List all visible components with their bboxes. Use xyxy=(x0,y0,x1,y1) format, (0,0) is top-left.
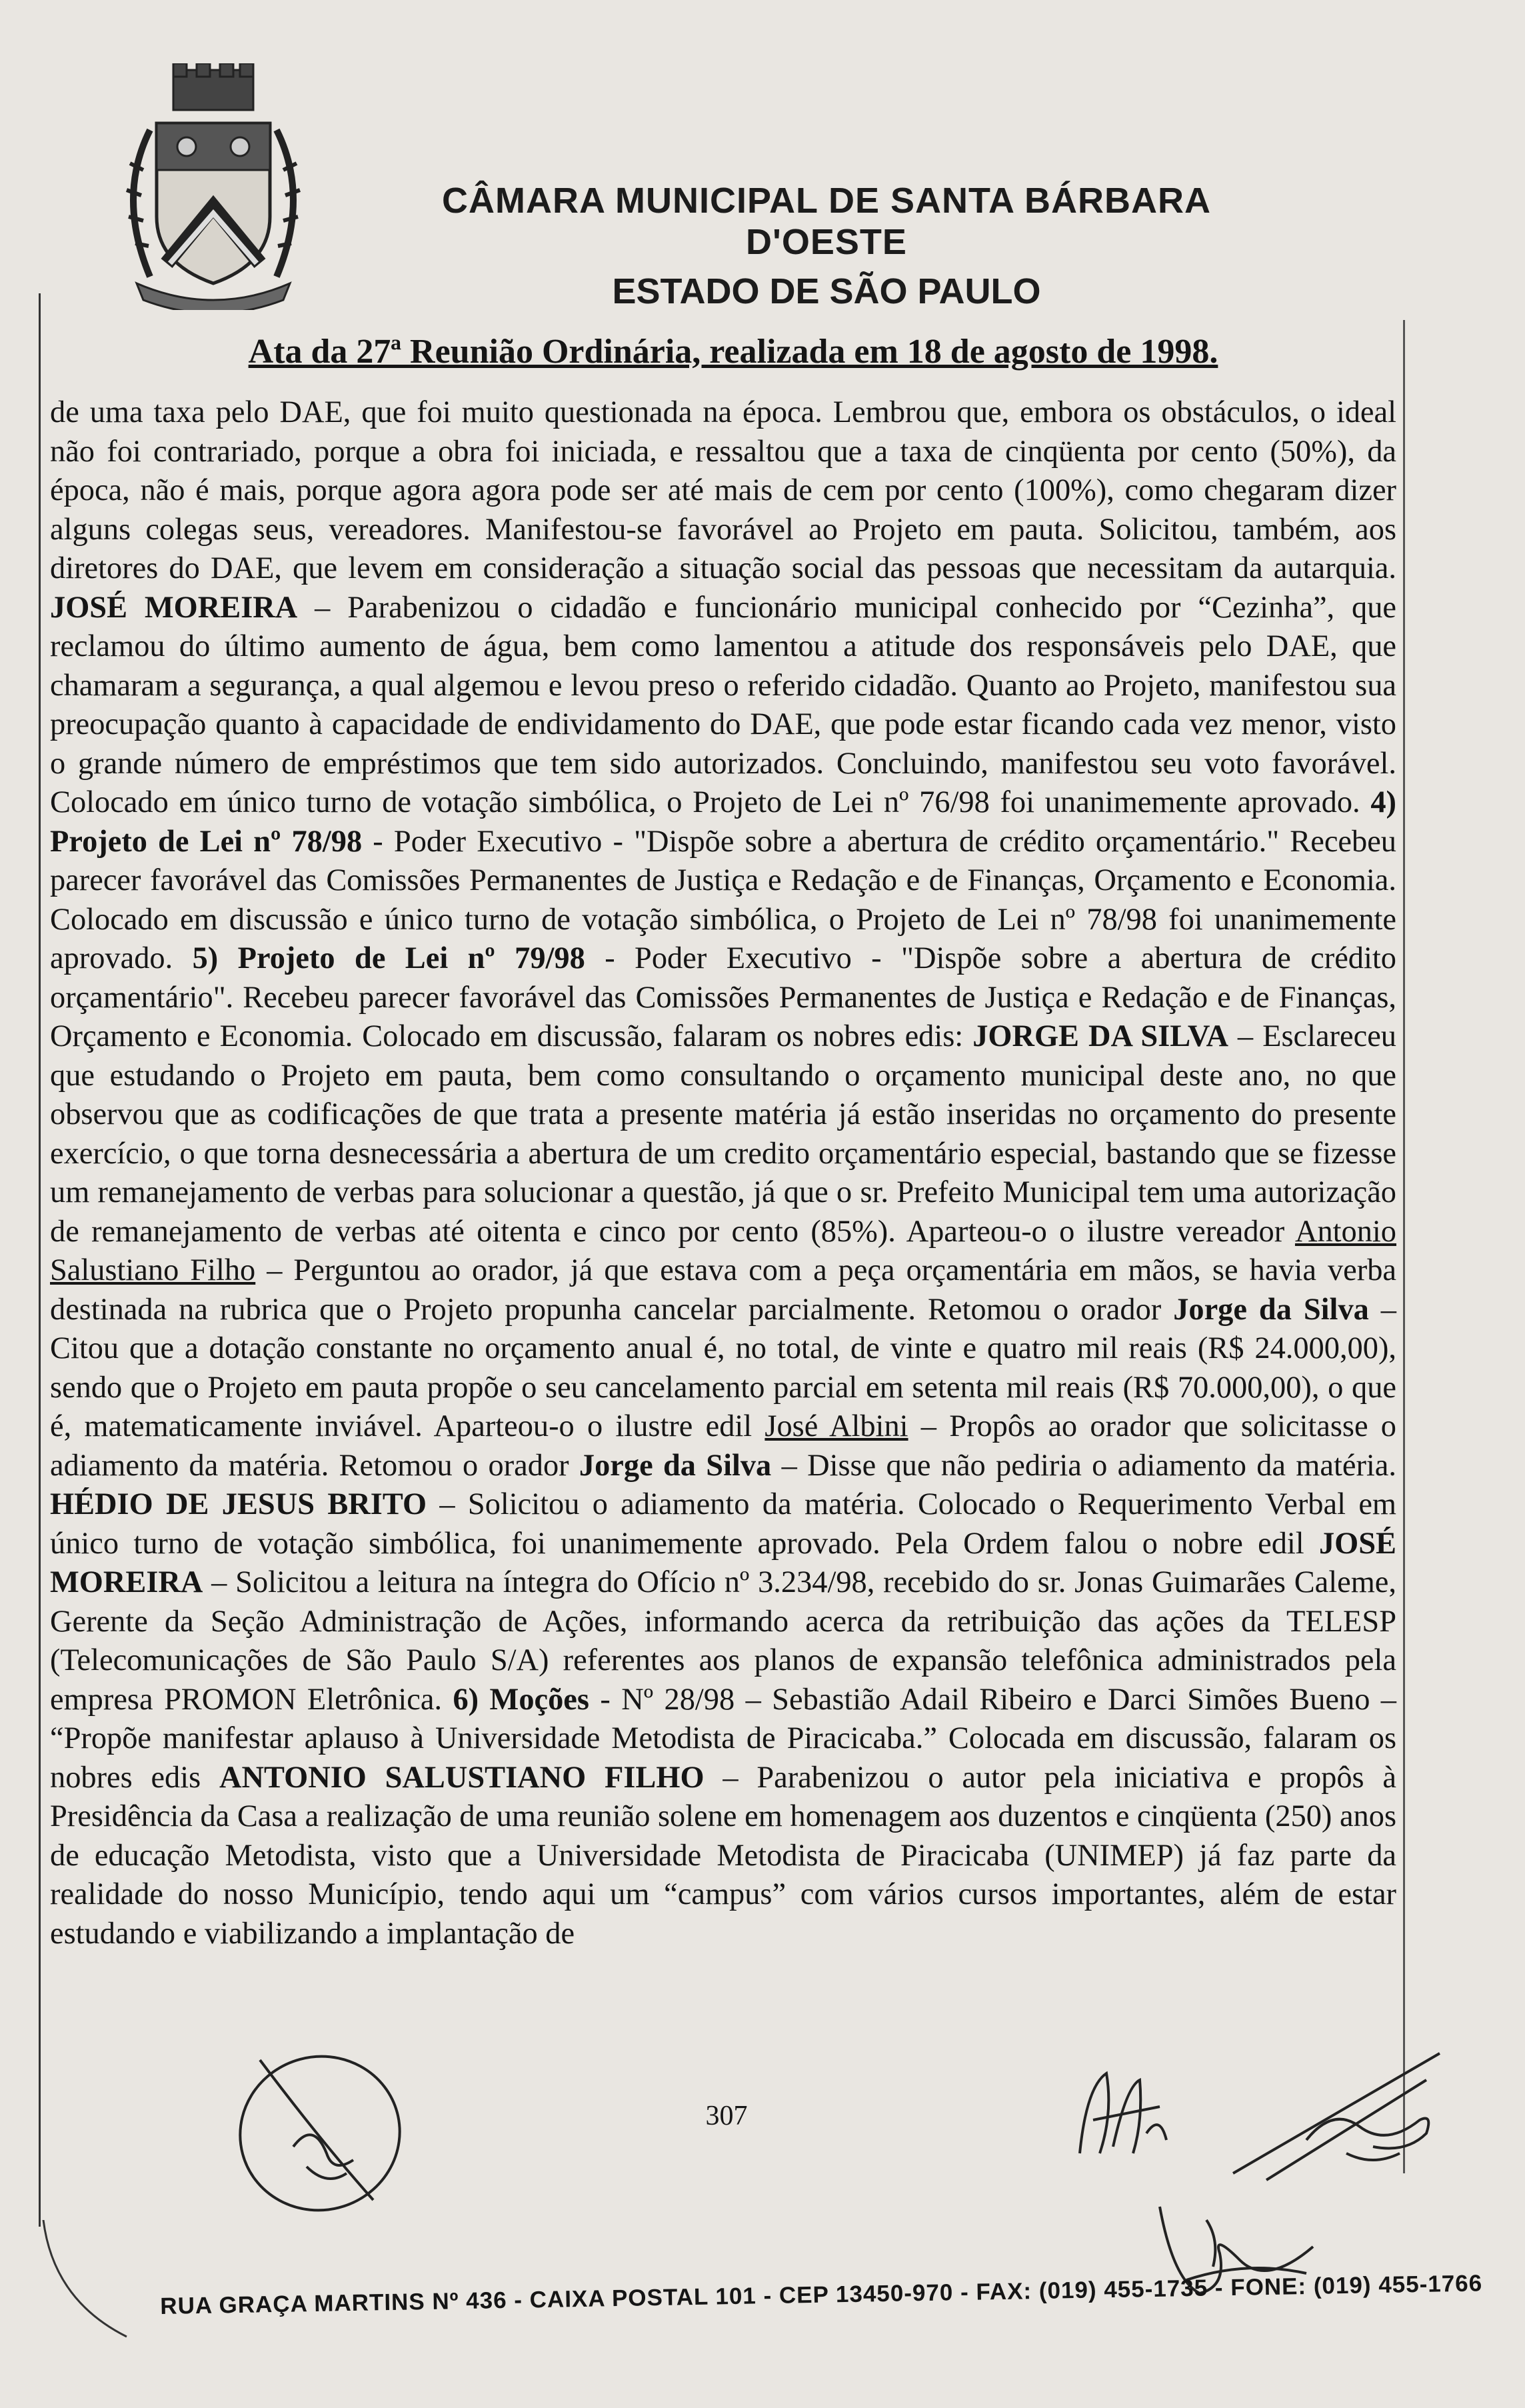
body-segment: – Citou que a dotação constante no orçamento anual é, no total, de vinte e quatro mil reais (R$ 24.000,00), sendo que o Projeto em pauta propõe o seu cancelamento parcial em setenta mil reais (R$ 70.000,00), o que é, matematicamente inviável. Aparteou-o o ilustre edil xyxy=(50,1292,1396,1443)
speaker-name: Jorge da Silva xyxy=(1173,1292,1369,1327)
body-segment: - Poder Executivo - "Dispõe sobre a abertura de crédito orçamentário". Recebeu parecer favorável das Comissões Permanentes de Justiça e Redação e de Finanças, Orçamento e Economia. Colocado em discussão, falaram os nobres edis: xyxy=(50,941,1396,1053)
letterhead xyxy=(360,180,1293,312)
agenda-item: 5) Projeto de Lei nº 79/98 xyxy=(192,941,585,975)
minutes-body xyxy=(50,393,1396,1953)
minutes-title: Ata da 27ª Reunião Ordinária, realizada em 18 de agosto de 1998. xyxy=(248,333,1218,371)
body-paragraph xyxy=(50,393,1396,1953)
body-segment: de uma taxa pelo DAE, que foi muito questionada na época. Lembrou que, embora os obstáculos, o ideal não foi contrariado, porque a obra foi iniciada, e ressaltou que a taxa de cinqüenta por cento (50%), da época, não é mais, porque agora agora pode ser até mais de cem por cento (100%), como chegaram dizer alguns colegas seus, vereadores. Manifestou-se favorável ao Projeto em pauta. Solicitou, também, aos diretores do DAE, que levem em consideração a situação social das pessoas que necessitam da autarquia. xyxy=(50,395,1396,585)
agenda-item: 4) Projeto de Lei nº 78/98 xyxy=(50,785,1396,859)
speaker-name: ANTONIO SALUSTIANO FILHO xyxy=(219,1760,705,1795)
speaker-name: JOSÉ MOREIRA xyxy=(50,590,298,625)
speaker-name: Jorge da Silva xyxy=(579,1448,772,1483)
speaker-name: HÉDIO DE JESUS BRITO xyxy=(50,1487,427,1521)
body-segment: - Poder Executivo - "Dispõe sobre a abertura de crédito orçamentário." Recebeu parecer favorável das Comissões Permanentes de Justiça e Redação e de Finanças, Orçamento e Economia. Colocado em discussão e único turno de votação simbólica, o Projeto de Lei nº 78/98 foi unanimemente aprovado. xyxy=(50,824,1397,975)
body-segment: – Esclareceu que estudando o Projeto em pauta, bem como consultando o orçamento municipal deste ano, no que observou que as codificações de que trata a presente matéria já estão inseridas no orçamento do presente exercício, o que torna desnecessária a abertura de um credito orçamentário especial, bastando que se fizesse um remanejamento de verbas para solucionar a questão, já que o sr. Prefeito Municipal tem uma autorização de remanejamento de verbas até oitenta e cinco por cento (85%). Aparteou-o o ilustre vereador xyxy=(50,1019,1396,1249)
footer-corner-curve xyxy=(40,2220,193,2340)
signature-stroke xyxy=(1226,2040,1446,2193)
body-segment: – Solicitou a leitura na íntegra do Ofício nº 3.234/98, recebido do sr. Jonas Guimarães Caleme, Gerente da Seção Administração de Ações, informando acerca da retribuição das ações da TELESP (Telecomunicações de São Paulo S/A) referentes aos planos de expansão telefônica administrados pela empresa PROMON Eletrônica. xyxy=(50,1565,1396,1717)
footer-address: RUA GRAÇA MARTINS Nº 436 - CAIXA POSTAL 101 - CEP 13450-970 - FAX: (019) 455-1735 - FONE: (019) 455-1766 xyxy=(160,2270,1483,2319)
speaker-name-underlined: Antonio Salustiano Filho xyxy=(50,1214,1396,1287)
body-segment: – Parabenizou o autor pela iniciativa e propôs à Presidência da Casa a realização de uma reunião solene em homenagem aos duzentos e cinqüenta (250) anos de educação Metodista, visto que a Universidade Metodista de Piracicaba (UNIMEP) já faz parte da realidade do nosso Município, tendo aqui um “campus” com vários cursos importantes, além de estar estudando e viabilizando a implantação de xyxy=(50,1760,1396,1951)
body-segment: – Solicitou o adiamento da matéria. Colocado o Requerimento Verbal em único turno de votação simbólica, foi unanimemente aprovado. Pela Ordem falou o nobre edil xyxy=(50,1487,1396,1561)
initials-signature xyxy=(1066,2060,1173,2167)
body-segment: – Propôs ao orador que solicitasse o adiamento da matéria. Retomou o orador xyxy=(50,1409,1396,1483)
body-segment: – Parabenizou o cidadão e funcionário municipal conhecido por “Cezinha”, que reclamou do último aumento de água, bem como lamentou a atitude dos responsáveis pelo DAE, que chamaram a segurança, a qual algemou e levou preso o referido cidadão. Quanto ao Projeto, manifestou sua preocupação quanto à capacidade de endividamento do DAE, que pode estar ficando cada vez menor, visto o grande número de empréstimos que tem sido autorizados. Concluindo, manifestou seu voto favorável. Colocado em único turno de votação simbólica, o Projeto de Lei nº 76/98 foi unanimemente aprovado. xyxy=(50,590,1396,819)
body-segment: - Nº 28/98 – Sebastião Adail Ribeiro e Darci Simões Bueno – “Propõe manifestar aplauso à Universidade Metodista de Piracicaba.” Colocada em discussão, falaram os nobres edis xyxy=(50,1682,1396,1795)
chamber-name: CÂMARA MUNICIPAL DE SANTA BÁRBARA D'OESTE xyxy=(442,181,1211,262)
signature-stroke xyxy=(220,2033,420,2227)
speaker-name-underlined: José Albini xyxy=(764,1409,908,1443)
body-segment: – Perguntou ao orador, já que estava com a peça orçamentária em mãos, se havia verba destinada na rubrica que o Projeto propunha cancelar parcialmente. Retomou o orador xyxy=(50,1253,1396,1327)
agenda-item: 6) Moções xyxy=(453,1682,589,1717)
municipal-crest-icon xyxy=(110,63,317,310)
left-margin-line xyxy=(39,293,41,2227)
page-number: 307 xyxy=(705,2101,748,2131)
speaker-name: JOSÉ MOREIRA xyxy=(50,1526,1396,1599)
speaker-name: JORGE DA SILVA xyxy=(972,1019,1228,1053)
right-margin-line xyxy=(1403,320,1405,2173)
body-segment: – Disse que não pediria o adiamento da matéria. xyxy=(771,1448,1396,1483)
state-name: ESTADO DE SÃO PAULO xyxy=(612,271,1041,311)
